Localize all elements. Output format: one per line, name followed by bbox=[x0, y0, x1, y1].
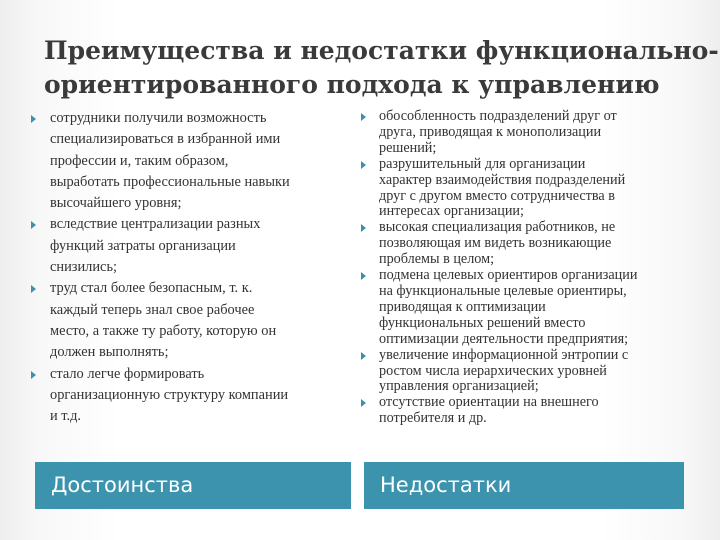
disadvantages-list bbox=[379, 109, 689, 427]
list-item-line: проблемы в целом; bbox=[379, 251, 495, 268]
list-item bbox=[50, 364, 350, 428]
list-item-line: функциональных решений вместо bbox=[379, 314, 586, 331]
triangle-right-icon bbox=[31, 221, 36, 229]
list-item bbox=[379, 268, 689, 348]
list-item bbox=[50, 214, 350, 278]
list-item-line: характер взаимодействия подразделений bbox=[379, 171, 626, 188]
triangle-right-icon bbox=[361, 272, 366, 280]
disadvantages-label: Недостатки bbox=[380, 473, 512, 497]
advantages-label: Достоинства bbox=[51, 473, 194, 497]
triangle-right-icon bbox=[361, 161, 366, 169]
triangle-right-icon bbox=[361, 113, 366, 121]
list-item-line: подмена целевых ориентиров организации bbox=[379, 267, 638, 284]
list-item-line: позволяющая им видеть возникающие bbox=[379, 235, 612, 252]
list-item-line: сотрудники получили возможность bbox=[50, 110, 267, 126]
list-item-line: разрушительный для организации bbox=[379, 155, 586, 172]
list-item-line: ростом числа иерархических уровней bbox=[379, 362, 607, 379]
list-item-line: функций затраты организации bbox=[50, 237, 236, 254]
list-item-line: высочайшего уровня; bbox=[50, 195, 182, 212]
list-item-line: место, а также ту работу, которую он bbox=[50, 322, 277, 339]
list-item-line: специализироваться в избранной ими bbox=[50, 131, 281, 148]
triangle-right-icon bbox=[361, 399, 366, 407]
list-item-line: снизились; bbox=[50, 259, 118, 276]
advantages-list bbox=[50, 108, 350, 427]
list-item-line: увеличение информационной энтропии с bbox=[379, 346, 629, 363]
disadvantages-label-box bbox=[364, 462, 684, 509]
triangle-right-icon bbox=[361, 224, 366, 232]
triangle-right-icon bbox=[361, 352, 366, 360]
list-item-line: профессии и, таким образом, bbox=[50, 152, 229, 169]
list-item-line: оптимизации деятельности предприятия; bbox=[379, 330, 629, 347]
list-item-line: высокая специализация работников, не bbox=[379, 219, 616, 236]
list-item-line: выработать профессиональные навыки bbox=[50, 173, 290, 190]
list-item-line: друга, приводящая к монополизации bbox=[379, 123, 602, 140]
list-item-line: отсутствие ориентации на внешнего bbox=[379, 394, 599, 411]
slide-title bbox=[44, 34, 719, 102]
list-item-line: обособленность подразделений друг от bbox=[379, 108, 617, 124]
list-item-line: должен выполнять; bbox=[50, 344, 169, 361]
list-item-line: стало легче формировать bbox=[50, 365, 205, 382]
list-item-line: вследствие централизации разных bbox=[50, 216, 261, 233]
list-item-line: интересах организации; bbox=[379, 203, 524, 220]
list-item bbox=[379, 348, 689, 396]
slide-title-line: Преимущества и недостатки функционально- bbox=[44, 36, 719, 65]
list-item bbox=[379, 220, 689, 268]
triangle-right-icon bbox=[31, 371, 36, 379]
triangle-right-icon bbox=[31, 115, 36, 123]
list-item-line: приводящая к оптимизации bbox=[379, 298, 546, 315]
list-item-line: каждый теперь знал свое рабочее bbox=[50, 301, 255, 318]
list-item-line: решений; bbox=[379, 139, 437, 156]
list-item-line: потребителя и др. bbox=[379, 410, 487, 427]
advantages-label-box bbox=[35, 462, 351, 509]
slide-title-line: ориентированного подхода к управлению bbox=[44, 70, 660, 99]
triangle-right-icon bbox=[31, 285, 36, 293]
list-item-line: на функциональные целевые ориентиры, bbox=[379, 282, 627, 299]
list-item-line: управления организацией; bbox=[379, 378, 539, 395]
list-item-line: друг с другом вместо сотрудничества в bbox=[379, 187, 615, 204]
list-item-line: организационную структуру компании bbox=[50, 386, 289, 403]
list-item bbox=[50, 108, 350, 214]
list-item-line: и т.д. bbox=[50, 408, 82, 425]
list-item-line: труд стал более безопасным, т. к. bbox=[50, 280, 253, 297]
list-item bbox=[379, 395, 689, 427]
list-item bbox=[379, 157, 689, 221]
list-item bbox=[379, 109, 689, 157]
list-item bbox=[50, 278, 350, 363]
